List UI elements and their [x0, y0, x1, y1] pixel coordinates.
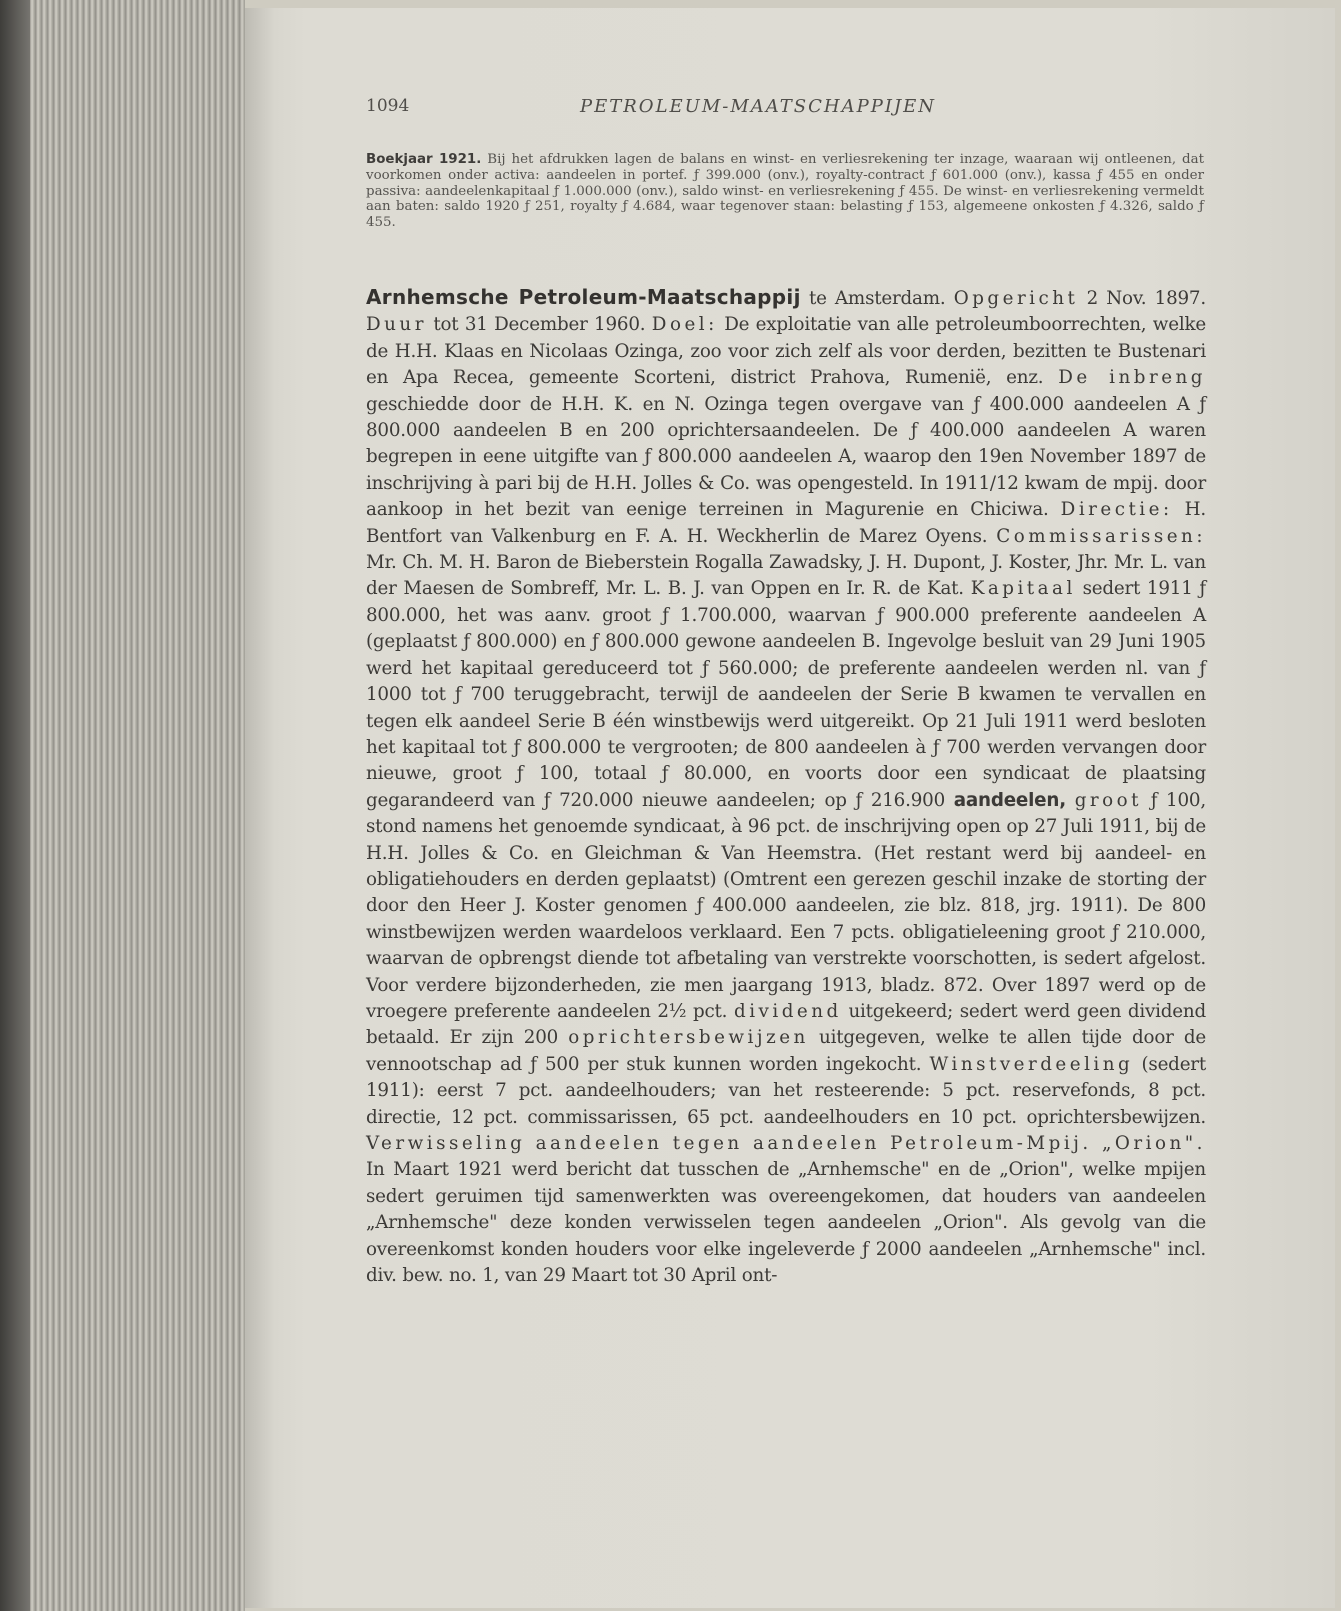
heading-winstverdeeling: Winstverdeeling	[929, 1053, 1134, 1075]
kapitaal-text-part-1: sedert 1911 ƒ 800.000, het was aanv. groot ƒ 1.700.000, waarvan ƒ 900.000 preferente aandeelen A (geplaatst ƒ 800.000) en ƒ 800.000 gewone aandeelen B. Ingevolge besluit van 29 Juni 1905 werd het kapitaal gereduceerd tot ƒ 560.000; de preferente aandeelen werden nl. van ƒ 1000 tot ƒ 700 teruggebracht, terwijl de aandeelen der Serie B kwamen te vervallen en tegen elk aandeel Serie B één winstbewijs werd uitgereikt. Op 21 Juli 1911 werd besloten het kapitaal tot ƒ 800.000 te vergrooten; de 800 aandeelen à ƒ 700 werden vervangen door nieuwe, groot ƒ 100, totaal ƒ 80.000, en voorts door een syndicaat de plaatsing gegarandeerd van ƒ 720.000 nieuwe aandeelen; op ƒ 216.900	[366, 578, 1206, 811]
commissarissen-text: Mr. Ch. M. H. Baron de Bieberstein Rogalla Zawadsky, J. H. Dupont, J. Koster, Jhr. Mr. L. van der Maesen de Sombreff, Mr. L. B. J. van Oppen en Ir. R. de Kat.	[366, 552, 1206, 600]
page-header	[366, 96, 1196, 124]
opgericht-text: 2 Nov. 1897.	[1086, 288, 1206, 309]
previous-entry-lead: Boekjaar 1921.	[366, 152, 482, 167]
heading-doel: Doel:	[651, 314, 718, 336]
page-number: 1094	[366, 96, 410, 116]
verwisseling-text: In Maart 1921 werd bericht dat tusschen de „Arnhemsche" en de „Orion", welke mpijen sedert geruimen tijd samenwerkten was overeengekomen, dat houders van aandeelen „Arnhemsche" deze konden verwisselen tegen aandeelen „Orion". Als gevolg van die overeenkomst konden houders voor elke ingeleverde ƒ 2000 aandeelen „Arnhemsche" incl. div. bew. no. 1, van 29 Maart tot 30 April ont-	[366, 1159, 1206, 1287]
running-title: PETROLEUM-MAATSCHAPPIJEN	[580, 96, 937, 117]
doel-text: De exploitatie van alle petroleumboorrechten, welke de H.H. Klaas en Nicolaas Ozinga, zoo voor zich zelf als voor derden, bezitten te Bustenari en Apa Recea, gemeente Scorteni, district Prahova, Rumenië, enz.	[366, 314, 1206, 389]
kapitaal-text-part-2: ƒ 100, stond namens het genoemde syndicaat, à 96 pct. de inschrijving open op 27 Juli 1911, bij de H.H. Jolles & Co. en Gleichman & Van Heemstra. (Het restant werd bij aandeel- en obligatiehouders en derden geplaatst) (Omtrent een gerezen geschil inzake de storting der door den Heer J. Koster genomen ƒ 400.000 aandeelen, zie blz. 818, jrg. 1911). De 800 winstbewijzen werden waardeloos verklaard. Een 7 pcts. obligatieleening groot ƒ 210.000, waarvan de opbrengst diende tot afbetaling van verstrekte voorschotten, is sedert afgelost. Voor verdere bijzonderheden, zie men jaargang 1913, bladz. 872. Over 1897 werd op de vroegere preferente aandeelen 2½ pct.	[366, 789, 1206, 1022]
book-spine-shadow	[0, 0, 30, 1611]
heading-groot: groot	[1074, 789, 1142, 811]
heading-inbreng: De inbreng	[1058, 367, 1206, 389]
duur-text: tot 31 December 1960.	[433, 314, 646, 336]
company-entry	[366, 284, 1206, 1289]
dividend-text: uitgekeerd; sedert werd geen dividend betaald. Er zijn 200	[366, 1000, 1206, 1049]
winstverdeeling-text: (sedert 1911): eerst 7 pct. aandeelhouders; van het resteerende: 5 pct. reservefonds, 8 pct. directie, 12 pct. commissarissen, 65 pct. aandeelhouders en 10 pct. oprichtersbewijzen.	[366, 1053, 1206, 1128]
heading-commissarissen: Commissarissen:	[996, 525, 1206, 547]
previous-entry-text: Bij het afdrukken lagen de balans en winst- en verliesrekening ter inzage, waaraan wij ontleenen, dat voorkomen onder activa: aandeelen in portef. ƒ 399.000 (onv.), royalty-contract ƒ 601.000 (onv.), kassa ƒ 455 en onder passiva: aandeelenkapitaal ƒ 1.000.000 (onv.), saldo winst- en verliesrekening ƒ 455. De winst- en verliesrekening vermeldt aan baten: saldo 1920 ƒ 251, royalty ƒ 4.684, waar tegenover staan: belasting ƒ 153, algemeene onkosten ƒ 4.326, saldo ƒ 455.	[366, 152, 1204, 231]
oprichtersbewijzen-text: uitgegeven, welke te allen tijde door de vennootschap ad ƒ 500 per stuk kunnen worden ingekocht.	[366, 1027, 1207, 1075]
inbreng-text: geschiedde door de H.H. K. en N. Ozinga tegen overgave van ƒ 400.000 aandeelen A ƒ 800.000 aandeelen B en 200 oprichtersaandeelen. De ƒ 400.000 aandeelen A waren begrepen in eene uitgifte van ƒ 800.000 aandeelen A, waarop den 19en November 1897 de inschrijving à pari bij de H.H. Jolles & Co. was opengesteld. In 1911/12 kwam de mpij. door aankoop in het bezit van eenige terreinen in Magurenie en Chiciwa.	[366, 393, 1206, 521]
company-location: te Amsterdam.	[808, 288, 946, 309]
book-page-edges	[0, 0, 245, 1611]
company-name: Arnhemsche Petroleum-Maatschappij	[366, 285, 801, 309]
directie-text: H. Bentfort van Valkenburg en F. A. H. Weckherlin de Marez Oyens.	[366, 499, 1206, 547]
heading-kapitaal: Kapitaal	[970, 578, 1076, 600]
heading-oprichtersbewijzen: oprichtersbewijzen	[568, 1027, 809, 1049]
previous-entry-paragraph	[366, 152, 1204, 231]
heading-opgericht: Opgericht	[953, 288, 1079, 309]
heading-aandeelen: aandeelen,	[953, 789, 1066, 811]
heading-duur: Duur	[366, 314, 427, 336]
heading-dividend: dividend	[734, 1000, 842, 1022]
heading-verwisseling: Verwisseling aandeelen tegen aandeelen Petroleum-Mpij. „Orion".	[366, 1133, 1206, 1154]
heading-directie: Directie:	[1060, 499, 1173, 521]
